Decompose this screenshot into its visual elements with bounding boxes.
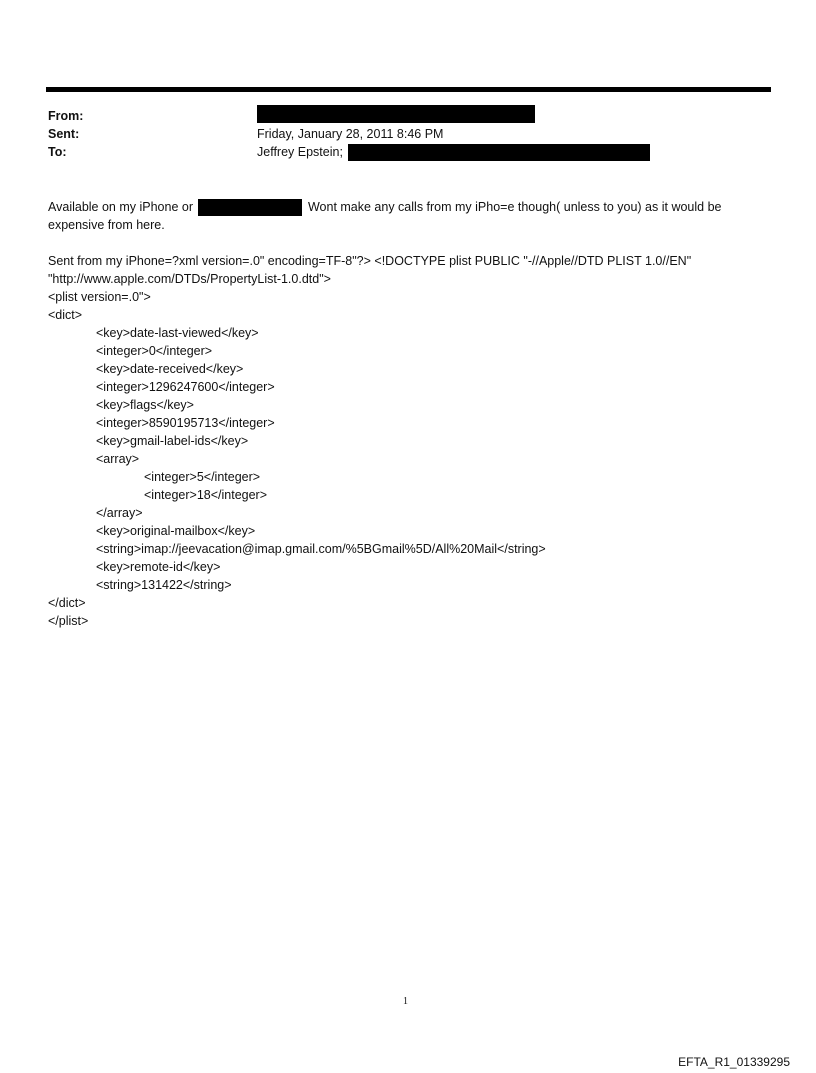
- plist-line: </array>: [96, 506, 143, 520]
- plist-line: <plist version=.0">: [48, 290, 151, 304]
- plist-line: <key>date-received</key>: [96, 362, 244, 376]
- document-id: EFTA_R1_01339295: [678, 1055, 790, 1069]
- plist-line: <key>remote-id</key>: [96, 560, 221, 574]
- plist-block: [48, 252, 776, 630]
- plist-line: <dict>: [48, 308, 83, 322]
- from-value: [257, 104, 535, 123]
- to-recipient: Jeffrey Epstein;: [257, 145, 343, 159]
- plist-line: <array>: [96, 452, 140, 466]
- message-body: [48, 198, 776, 234]
- plist-line: <key>gmail-label-ids</key>: [96, 434, 249, 448]
- sent-label: Sent:: [48, 127, 80, 141]
- sent-value: Friday, January 28, 2011 8:46 PM: [257, 127, 444, 141]
- body-text: Available on my iPhone or: [48, 200, 193, 214]
- plist-line: "http://www.apple.com/DTDs/PropertyList-1.0.dtd">: [48, 272, 331, 286]
- redaction-box: [348, 144, 650, 161]
- body-text: Wont make any calls from my iPho=e though( unless to you) as it would be: [307, 200, 722, 214]
- plist-line: <string>131422</string>: [96, 578, 232, 592]
- plist-line: </plist>: [48, 614, 89, 628]
- plist-line: Sent from my iPhone=?xml version=.0" encoding=TF-8"?> <!DOCTYPE plist PUBLIC "-//Apple//DTD PLIST 1.0//EN": [48, 254, 692, 268]
- redaction-box: [257, 105, 535, 123]
- plist-line: <integer>5</integer>: [144, 470, 261, 484]
- plist-line: <integer>0</integer>: [96, 344, 213, 358]
- from-label: From:: [48, 109, 84, 123]
- to-value: [257, 143, 650, 161]
- plist-line: <key>date-last-viewed</key>: [96, 326, 259, 340]
- redaction-box: [198, 199, 302, 216]
- plist-line: <key>flags</key>: [96, 398, 194, 412]
- to-label: To:: [48, 145, 67, 159]
- plist-line: <string>imap://jeevacation@imap.gmail.com/%5BGmail%5D/All%20Mail</string>: [96, 542, 546, 556]
- header-rule: [46, 87, 771, 92]
- plist-line: <integer>8590195713</integer>: [96, 416, 275, 430]
- plist-line: <key>original-mailbox</key>: [96, 524, 256, 538]
- page-number: 1: [403, 996, 408, 1007]
- plist-line: </dict>: [48, 596, 86, 610]
- plist-line: <integer>18</integer>: [144, 488, 268, 502]
- paragraph-line: expensive from here.: [48, 218, 165, 232]
- plist-line: <integer>1296247600</integer>: [96, 380, 275, 394]
- paragraph-line: [48, 198, 776, 216]
